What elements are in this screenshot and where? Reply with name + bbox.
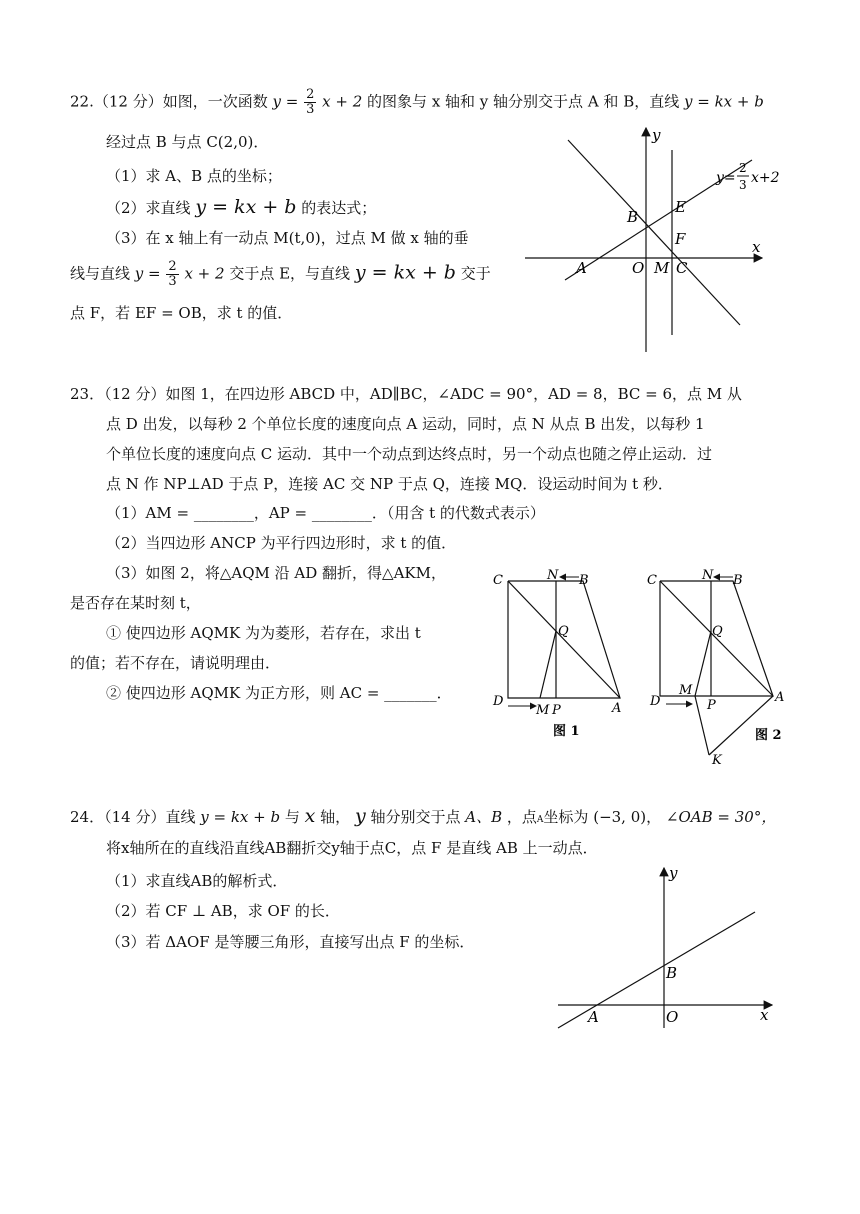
label-C: C [493, 573, 503, 588]
q22-part3-line3: 点 F，若 EF = OB，求 t 的值． [70, 304, 293, 322]
q23-part3: （3）如图 2，将△AQM 沿 AD 翻折，得△AKM， [106, 564, 446, 582]
q24-figure [550, 860, 780, 1035]
q22-text: 交于点 E，与直线 [229, 264, 351, 283]
q22-text: 的表达式； [301, 199, 377, 217]
q22-line1 [70, 88, 764, 117]
q24-text: 轴， [320, 808, 351, 826]
q24-text: 与 [284, 808, 300, 826]
q23-figure-1 [488, 565, 633, 750]
frac-num: 2 [168, 259, 177, 274]
q24-line1 [70, 806, 776, 830]
q23-sub2: ② 使四边形 AQMK 为正方形，则 AC = _______． [106, 684, 452, 702]
label-Q: Q [712, 624, 723, 639]
label-D: D [493, 694, 504, 709]
q22-part3: （3）在 x 轴上有一动点 M(t,0)，过点 M 做 x 轴的垂 [106, 229, 469, 247]
label-B: B [733, 573, 743, 588]
label-M: M [679, 683, 693, 698]
curve-label-post: x+2 [751, 170, 780, 186]
caption-fig1: 图 1 [553, 724, 580, 739]
q22-eq: y = kx + b [195, 196, 297, 218]
label-O: O [632, 259, 645, 277]
label-B: B [627, 208, 639, 226]
q24-part2: （2）若 CF ⊥ AB，求 OF 的长． [106, 902, 340, 920]
frac-den: 3 [306, 102, 315, 117]
label-P: P [707, 698, 716, 713]
label-D: D [650, 694, 661, 709]
q22-text: 交于 [460, 264, 491, 283]
label-B: B [666, 964, 678, 982]
q23-part3-line2: 是否存在某时刻 t， [70, 594, 201, 612]
curve-label-pre: y= [716, 170, 736, 186]
label-O: O [666, 1008, 679, 1026]
label-Q: Q [558, 624, 569, 639]
q24-text: 坐标为 [543, 808, 589, 826]
q22-text: 22.（12 分）如图，一次函数 [70, 92, 268, 111]
q22-text: 的图象与 x 轴和 y 轴分别交于点 A 和 B，直线 [367, 92, 680, 111]
q24-part3: （3）若 ΔAOF 是等腰三角形，直接写出点 F 的坐标． [106, 933, 475, 951]
q23-part2: （2）当四边形 ANCP 为平行四边形时，求 t 的值． [106, 534, 457, 552]
q22-eq: y = kx + b [684, 92, 764, 111]
curve-label-den: 3 [739, 178, 747, 192]
q23-line2: 点 D 出发，以每秒 2 个单位长度的速度向点 A 运动，同时，点 N 从点 B 出发，以每秒 1 [106, 415, 705, 433]
q23-sub1: ① 使四边形 AQMK 为为菱形，若存在，求出 t [106, 624, 421, 642]
q24-text: ，点 [506, 808, 537, 826]
q22-eq-rhs: x + 2 [322, 92, 363, 111]
q24-x: x [304, 805, 316, 827]
segment-KA [709, 696, 773, 755]
q22-eq-lhs: y = [134, 264, 161, 283]
q24-part1: （1）求直线AB的解析式． [106, 872, 288, 890]
caption-fig2: 图 2 [755, 728, 782, 743]
q22-text: （2）求直线 [106, 199, 191, 217]
q22-text: 线与直线 [70, 264, 131, 283]
q22-line2: 经过点 B 与点 C(2,0)． [106, 133, 269, 151]
q22-part3-line2 [70, 260, 491, 289]
frac-den: 3 [168, 274, 177, 289]
q24-AB: A、B [465, 808, 503, 826]
line-kx-plus-b [568, 140, 740, 325]
segment-MQ [540, 631, 556, 698]
label-C: C [647, 573, 657, 588]
q24-small-A: A [536, 815, 544, 825]
q23-sub1-line2: 的值；若不存在，请说明理由． [70, 654, 281, 672]
label-F: F [675, 230, 686, 248]
q23-line3: 个单位长度的速度向点 C 运动．其中一个动点到达终点时，另一个动点也随之停止运动．过 [106, 445, 713, 463]
label-C: C [676, 259, 688, 277]
frac-num: 2 [306, 87, 315, 102]
q24-line2: 将x轴所在的直线沿直线AB翻折交y轴于点C，点 F 是直线 AB 上一动点． [106, 839, 598, 857]
label-A: A [775, 690, 785, 705]
q23-figure-2 [640, 565, 790, 770]
label-x: x [752, 238, 761, 256]
segment-MQ [695, 631, 711, 696]
q24-text: 轴分别交于点 [370, 808, 461, 826]
curve-label-num: 2 [739, 161, 747, 175]
label-A: A [588, 1008, 599, 1026]
q22-part2 [106, 197, 376, 218]
q22-eq-lhs: y = [272, 92, 299, 111]
label-P: P [552, 703, 561, 718]
label-E: E [675, 198, 686, 216]
q22-eq-rhs: x + 2 [184, 264, 225, 283]
diagonal-AC [508, 581, 620, 698]
label-M: M [654, 259, 670, 277]
label-N: N [702, 568, 714, 583]
label-y: y [652, 126, 661, 144]
q24-text: ， [646, 808, 662, 826]
label-B: B [579, 573, 589, 588]
label-x: x [760, 1006, 769, 1024]
q22-fraction [166, 260, 178, 289]
label-M: M [536, 703, 550, 718]
q24-text: 24．（14 分）直线 [70, 808, 196, 826]
q22-figure [520, 120, 780, 360]
q24-y: y [354, 805, 366, 827]
q24-angle: ∠OAB = 30°， [665, 808, 777, 826]
label-K: K [712, 753, 722, 768]
q22-part1: （1）求 A、B 点的坐标； [106, 167, 282, 185]
q22-eq: y = kx + b [354, 261, 456, 284]
q23-part1: （1）AM = ________，AP = ________．（用含 t 的代数式表示） [106, 504, 545, 522]
label-y: y [669, 864, 678, 882]
q23-line1: 23．（12 分）如图 1，在四边形 ABCD 中，AD∥BC，∠ADC = 90°，AD = 8，BC = 6，点 M 从 [70, 385, 742, 403]
q23-line4: 点 N 作 NP⊥AD 于点 P，连接 AC 交 NP 于点 Q，连接 MQ．设运动时间为 t 秒． [106, 475, 673, 493]
q24-eq: y = kx + b [200, 808, 281, 826]
q24-coord: (−3, 0) [593, 808, 647, 826]
label-N: N [547, 568, 559, 583]
label-A: A [612, 701, 622, 716]
q22-fraction [304, 88, 316, 117]
label-A: A [576, 259, 587, 277]
